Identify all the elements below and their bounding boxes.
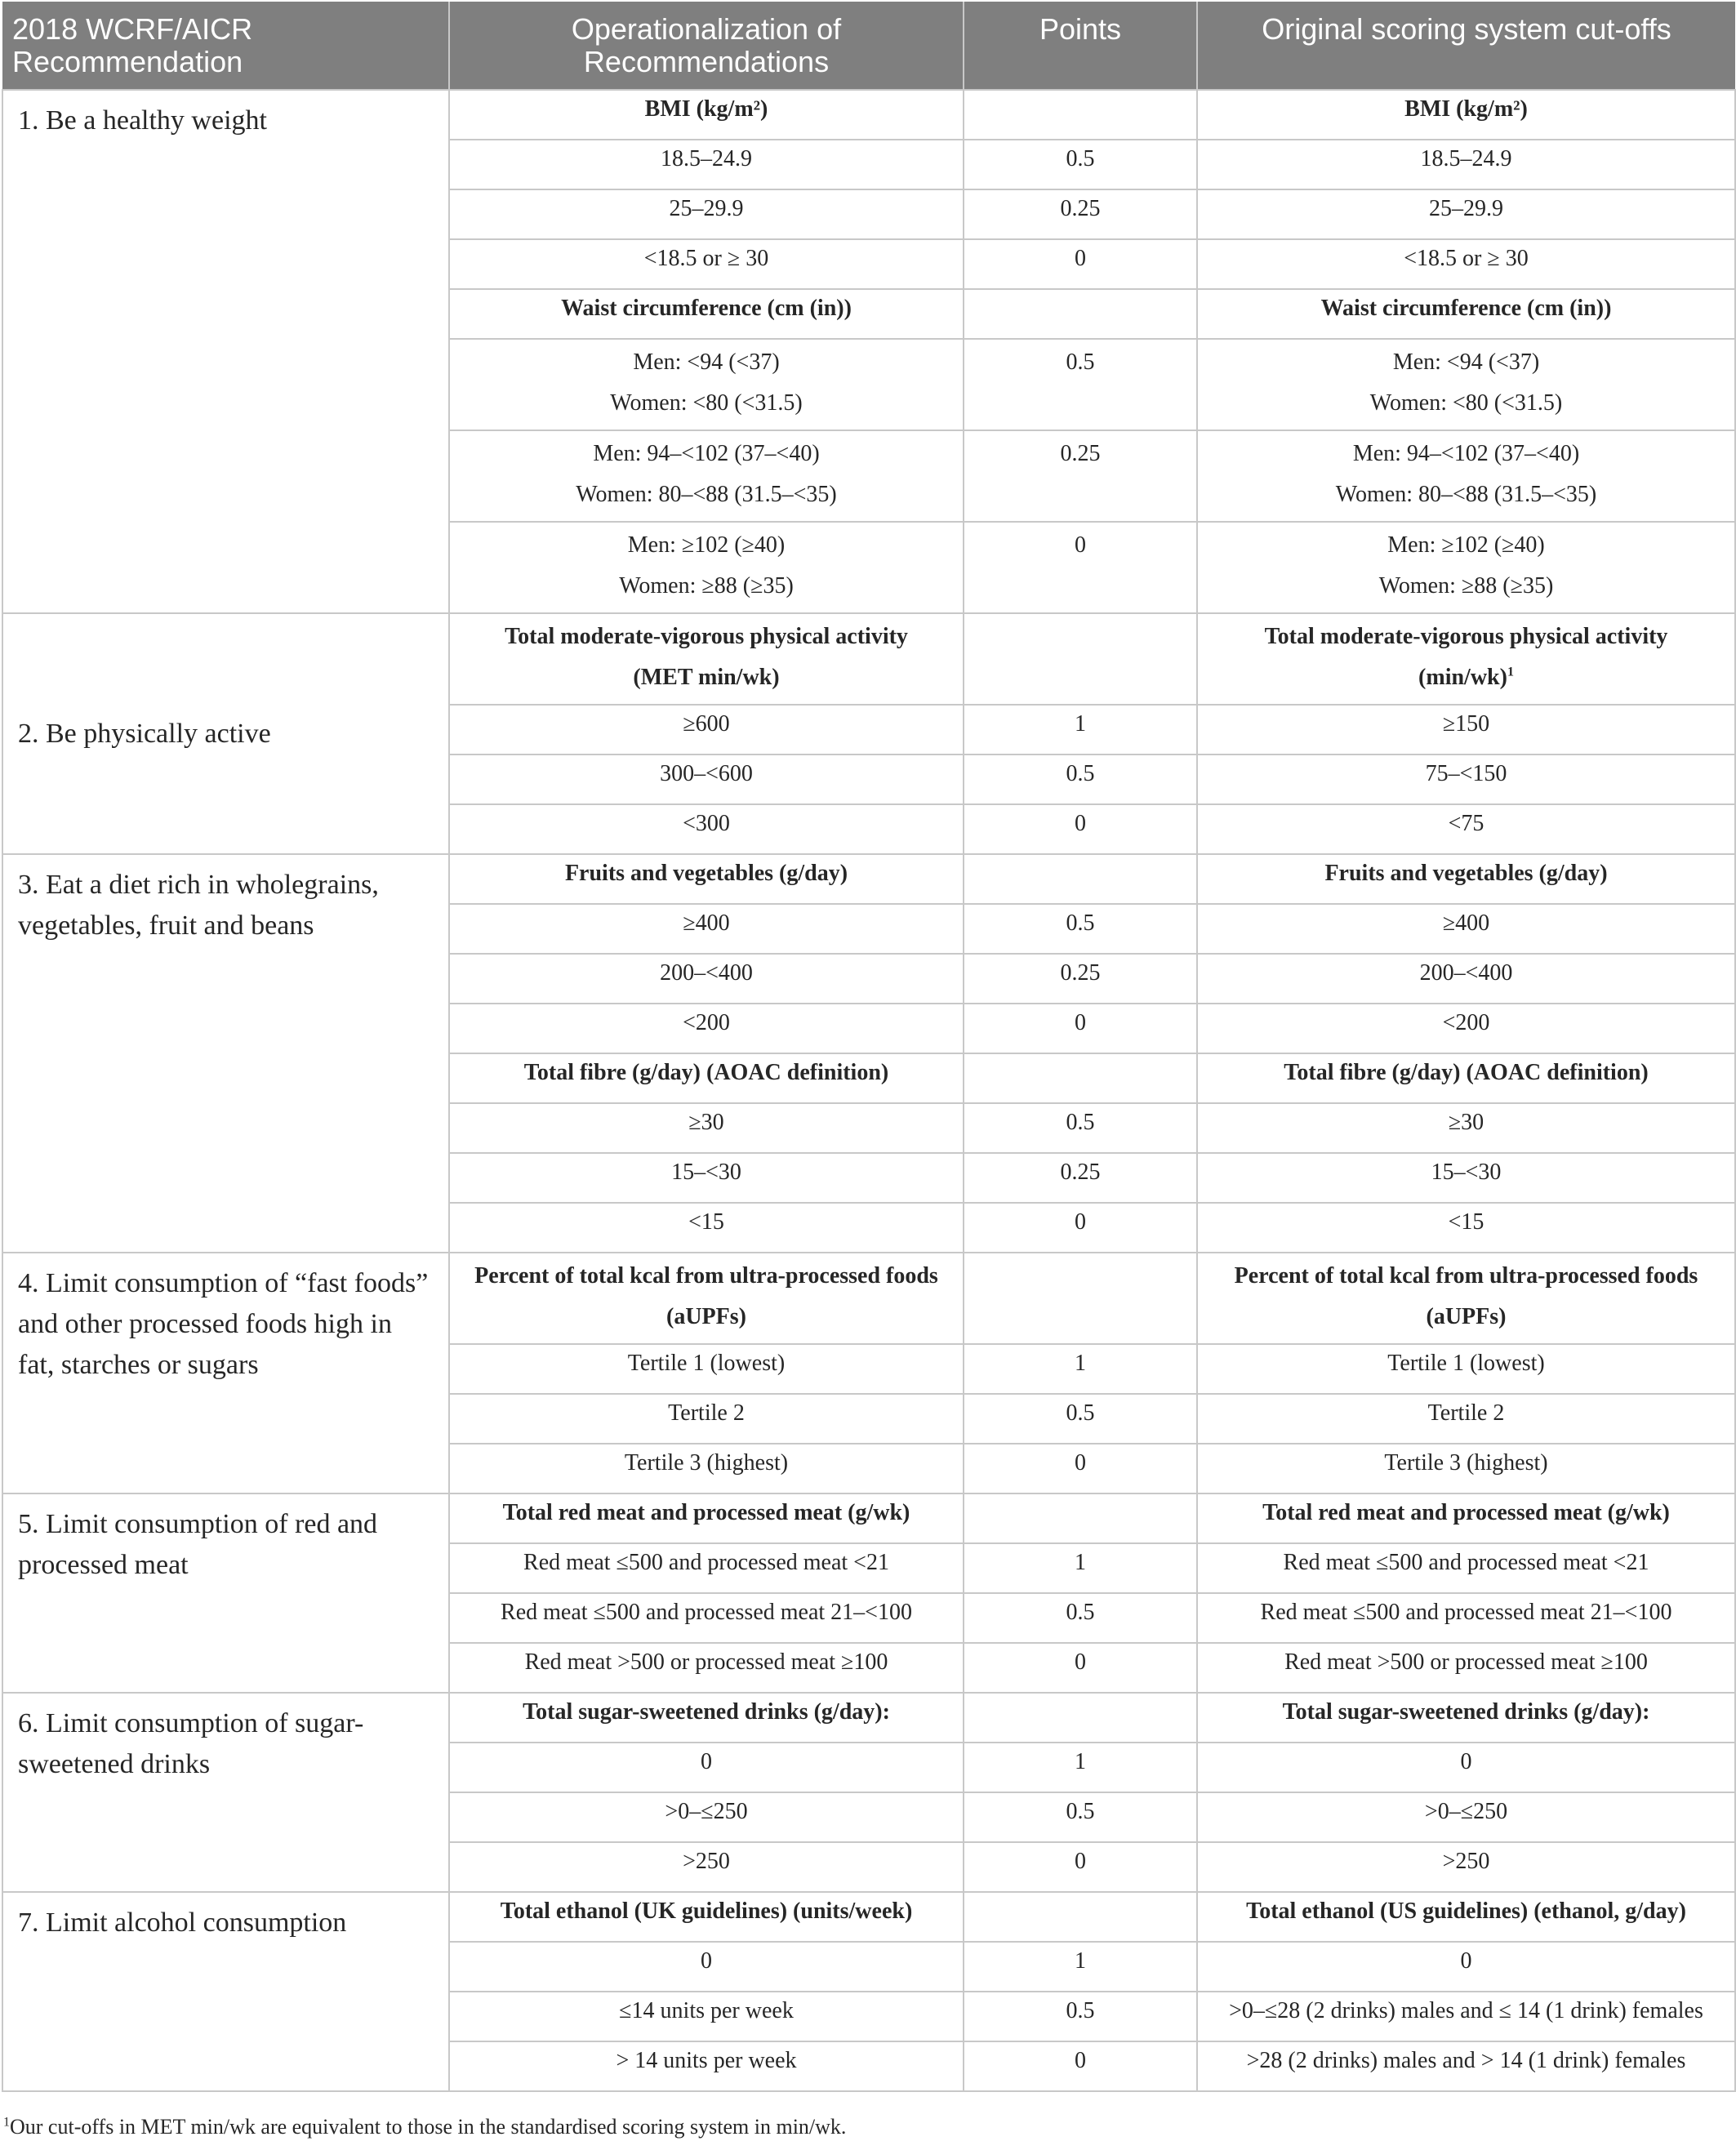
operationalization-line: Women: 80–<88 (31.5–<35)	[576, 482, 837, 507]
original-cutoff-cell	[1197, 1942, 1735, 1992]
recommendation-cell: 2. Be physically active	[2, 613, 449, 854]
operationalization-line: Red meat ≤500 and processed meat 21–<100	[501, 1600, 912, 1625]
operationalization-cell	[449, 1942, 964, 1992]
operationalization-line: 200–<400	[660, 960, 753, 986]
operationalization-cell	[449, 954, 964, 1004]
operationalization-line: Men: 94–<102 (37–<40)	[593, 441, 820, 466]
original-cutoff-line: Tertile 1 (lowest)	[1387, 1351, 1545, 1376]
operationalization-line: 18.5–24.9	[661, 146, 752, 171]
original-measure-line: Total ethanol (US guidelines) (ethanol, g/day)	[1246, 1898, 1686, 1924]
measure-row	[2, 854, 1735, 904]
points-cell: 0.5	[964, 1792, 1197, 1842]
original-measure-label	[1197, 1892, 1735, 1942]
original-cutoff-cell	[1197, 1992, 1735, 2041]
column-header-points: Points	[964, 2, 1197, 90]
measure-label-line: Waist circumference (cm (in))	[561, 296, 852, 321]
recommendation-cell: 6. Limit consumption of sugar-sweetened drinks	[2, 1693, 449, 1892]
points-cell-empty	[964, 1053, 1197, 1103]
original-measure-line: Total red meat and processed meat (g/wk)	[1262, 1500, 1670, 1525]
points-cell: 1	[964, 705, 1197, 755]
operationalization-cell	[449, 140, 964, 189]
operationalization-line: <18.5 or ≥ 30	[643, 246, 769, 271]
points-cell-empty	[964, 1693, 1197, 1743]
operationalization-line: ≥600	[683, 711, 730, 737]
measure-row	[2, 1693, 1735, 1743]
original-cutoff-cell	[1197, 705, 1735, 755]
operationalization-line: 15–<30	[671, 1160, 741, 1185]
operationalization-line: <300	[683, 811, 730, 836]
original-measure-label	[1197, 1253, 1735, 1344]
footnote-ref: 1	[1507, 665, 1514, 679]
original-cutoff-line: 18.5–24.9	[1420, 146, 1512, 171]
operationalization-line: 0	[701, 1749, 712, 1774]
original-measure-label	[1197, 289, 1735, 339]
measure-label-line: Percent of total kcal from ultra-processed foods	[474, 1263, 938, 1289]
original-cutoff-cell	[1197, 1643, 1735, 1693]
points-cell: 0	[964, 522, 1197, 613]
original-measure-label	[1197, 1693, 1735, 1743]
original-cutoff-line: ≥30	[1448, 1110, 1485, 1135]
original-cutoff-cell	[1197, 1444, 1735, 1493]
measure-label-line: Total fibre (g/day) (AOAC definition)	[523, 1060, 889, 1085]
measure-label	[449, 1253, 964, 1344]
operationalization-line: Tertile 1 (lowest)	[627, 1351, 786, 1376]
header-row	[2, 2, 1735, 90]
original-cutoff-line: Women: ≥88 (≥35)	[1378, 573, 1554, 599]
original-cutoff-line: Women: <80 (<31.5)	[1369, 390, 1563, 416]
original-measure-line: Percent of total kcal from ultra-processed foods	[1234, 1263, 1698, 1289]
measure-label-line: Total sugar-sweetened drinks (g/day):	[523, 1699, 890, 1725]
original-measure-label	[1197, 613, 1735, 705]
recommendation-cell: 7. Limit alcohol consumption	[2, 1892, 449, 2091]
operationalization-line: Men: ≥102 (≥40)	[627, 532, 786, 558]
original-cutoff-line: 25–29.9	[1429, 196, 1503, 221]
original-cutoff-cell	[1197, 2041, 1735, 2091]
original-cutoff-line: Red meat ≤500 and processed meat <21	[1283, 1550, 1649, 1575]
points-cell-empty	[964, 289, 1197, 339]
points-cell: 0	[964, 1842, 1197, 1892]
measure-label-line: Total moderate-vigorous physical activity	[505, 624, 908, 649]
operationalization-line: Red meat ≤500 and processed meat <21	[523, 1550, 889, 1575]
measure-row	[2, 613, 1735, 705]
scoring-table	[2, 2, 1736, 2092]
operationalization-line: Men: <94 (<37)	[633, 349, 780, 375]
original-measure-line: Total fibre (g/day) (AOAC definition)	[1284, 1060, 1649, 1085]
points-cell-empty	[964, 90, 1197, 140]
original-cutoff-line: 200–<400	[1419, 960, 1513, 986]
original-cutoff-line: ≥400	[1442, 910, 1490, 936]
original-cutoff-cell	[1197, 804, 1735, 854]
original-cutoff-line: <15	[1448, 1209, 1485, 1235]
operationalization-cell	[449, 1593, 964, 1643]
operationalization-cell	[449, 1643, 964, 1693]
points-cell-empty	[964, 1253, 1197, 1344]
original-measure-line: Fruits and vegetables (g/day)	[1324, 861, 1608, 886]
original-cutoff-cell	[1197, 339, 1735, 430]
operationalization-cell	[449, 339, 964, 430]
points-cell: 1	[964, 1543, 1197, 1593]
original-cutoff-cell	[1197, 954, 1735, 1004]
operationalization-line: Women: <80 (<31.5)	[610, 390, 803, 416]
footnote-text: Our cut-offs in MET min/wk are equivalent to those in the standardised scoring system in min/wk.	[10, 2115, 847, 2139]
measure-label	[449, 1693, 964, 1743]
original-cutoff-line: Men: ≥102 (≥40)	[1387, 532, 1545, 558]
original-cutoff-cell	[1197, 1792, 1735, 1842]
original-cutoff-cell	[1197, 140, 1735, 189]
points-cell-empty	[964, 1493, 1197, 1543]
measure-label	[449, 1493, 964, 1543]
operationalization-cell	[449, 904, 964, 954]
operationalization-cell	[449, 189, 964, 239]
original-cutoff-cell	[1197, 1743, 1735, 1792]
operationalization-line: >0–≤250	[665, 1799, 748, 1824]
operationalization-cell	[449, 1743, 964, 1792]
operationalization-cell	[449, 1344, 964, 1394]
points-cell: 0	[964, 1203, 1197, 1253]
original-cutoff-line: Tertile 3 (highest)	[1384, 1450, 1548, 1476]
points-cell-empty	[964, 854, 1197, 904]
operationalization-cell	[449, 430, 964, 522]
original-measure-label	[1197, 90, 1735, 140]
points-cell: 0.5	[964, 1593, 1197, 1643]
measure-label-line: Fruits and vegetables (g/day)	[564, 861, 848, 886]
operationalization-cell	[449, 239, 964, 289]
operationalization-line: 25–29.9	[669, 196, 744, 221]
original-cutoff-line: Red meat ≤500 and processed meat 21–<100	[1260, 1600, 1672, 1625]
points-cell: 0.5	[964, 904, 1197, 954]
measure-row	[2, 1253, 1735, 1344]
original-cutoff-line: ≥150	[1442, 711, 1490, 737]
operationalization-cell	[449, 804, 964, 854]
original-cutoff-cell	[1197, 522, 1735, 613]
table-body	[2, 90, 1735, 2091]
points-cell: 0.5	[964, 755, 1197, 804]
operationalization-cell	[449, 1103, 964, 1153]
original-cutoff-cell	[1197, 1593, 1735, 1643]
original-measure-line: Total sugar-sweetened drinks (g/day):	[1282, 1699, 1650, 1725]
measure-row	[2, 1493, 1735, 1543]
original-cutoff-line: 15–<30	[1431, 1160, 1502, 1185]
operationalization-cell	[449, 1842, 964, 1892]
original-cutoff-cell	[1197, 1203, 1735, 1253]
original-cutoff-line: Men: <94 (<37)	[1392, 349, 1540, 375]
original-cutoff-cell	[1197, 430, 1735, 522]
original-measure-line: Total moderate-vigorous physical activity	[1264, 624, 1668, 649]
points-cell: 0.25	[964, 430, 1197, 522]
measure-label-line: BMI (kg/m²)	[644, 96, 768, 122]
original-cutoff-line: 0	[1460, 1749, 1472, 1774]
measure-label-line: Total ethanol (UK guidelines) (units/week)	[500, 1898, 913, 1924]
points-cell: 0.5	[964, 1103, 1197, 1153]
original-measure-line: BMI (kg/m²)	[1404, 96, 1528, 122]
original-cutoff-line: 0	[1460, 1948, 1472, 1974]
original-cutoff-cell	[1197, 239, 1735, 289]
operationalization-line: <200	[683, 1010, 730, 1035]
recommendation-cell: 4. Limit consumption of “fast foods” and other processed foods high in fat, starches or sugars	[2, 1253, 449, 1493]
original-cutoff-cell	[1197, 1543, 1735, 1593]
recommendation-cell: 1. Be a healthy weight	[2, 90, 449, 613]
points-cell: 0.25	[964, 954, 1197, 1004]
column-header-original-cutoffs: Original scoring system cut-offs	[1197, 2, 1735, 90]
operationalization-line: ≥400	[683, 910, 730, 936]
operationalization-line: ≥30	[688, 1110, 724, 1135]
footnote	[3, 2115, 846, 2139]
operationalization-cell	[449, 1203, 964, 1253]
original-measure-line: (aUPFs)	[1426, 1304, 1507, 1329]
original-measure-label	[1197, 1493, 1735, 1543]
measure-label	[449, 1053, 964, 1103]
points-cell: 0.5	[964, 339, 1197, 430]
operationalization-cell	[449, 1444, 964, 1493]
original-cutoff-cell	[1197, 1004, 1735, 1053]
points-cell: 1	[964, 1344, 1197, 1394]
original-measure-line: $(\min/wk)^1$	[1418, 665, 1514, 690]
operationalization-line: 300–<600	[660, 761, 753, 786]
original-cutoff-cell	[1197, 1344, 1735, 1394]
original-cutoff-cell	[1197, 1103, 1735, 1153]
original-cutoff-line: >28 (2 drinks) males and > 14 (1 drink) females	[1246, 2048, 1686, 2073]
recommendation-cell: 3. Eat a diet rich in wholegrains, vegetables, fruit and beans	[2, 854, 449, 1253]
original-cutoff-line: Women: 80–<88 (31.5–<35)	[1335, 482, 1597, 507]
original-cutoff-line: <18.5 or ≥ 30	[1404, 246, 1529, 271]
recommendation-cell: 5. Limit consumption of red and processed meat	[2, 1493, 449, 1693]
original-cutoff-cell	[1197, 1842, 1735, 1892]
original-cutoff-line: Red meat >500 or processed meat ≥100	[1284, 1649, 1648, 1675]
points-cell: 1	[964, 1743, 1197, 1792]
measure-label	[449, 1892, 964, 1942]
measure-label-line: (MET min/wk)	[633, 665, 780, 690]
operationalization-cell	[449, 1992, 964, 2041]
operationalization-cell	[449, 1394, 964, 1444]
operationalization-cell	[449, 1153, 964, 1203]
original-cutoff-line: >0–≤28 (2 drinks) males and ≤ 14 (1 drink) females	[1229, 1998, 1703, 2023]
operationalization-cell	[449, 1004, 964, 1053]
original-measure-label	[1197, 854, 1735, 904]
points-cell: 0.5	[964, 1992, 1197, 2041]
measure-label	[449, 613, 964, 705]
original-cutoff-cell	[1197, 904, 1735, 954]
original-cutoff-cell	[1197, 1394, 1735, 1444]
operationalization-cell	[449, 755, 964, 804]
column-header-recommendation: 2018 WCRF/AICR Recommendation	[2, 2, 449, 90]
operationalization-line: ≤14 units per week	[619, 1998, 794, 2023]
original-measure-label	[1197, 1053, 1735, 1103]
measure-row	[2, 90, 1735, 140]
operationalization-line: Women: ≥88 (≥35)	[619, 573, 794, 599]
original-cutoff-cell	[1197, 755, 1735, 804]
footnote-marker: 1	[3, 2115, 10, 2130]
original-cutoff-line: Men: 94–<102 (37–<40)	[1352, 441, 1580, 466]
points-cell-empty	[964, 1892, 1197, 1942]
original-measure-line: Waist circumference (cm (in))	[1320, 296, 1612, 321]
original-cutoff-line: 75–<150	[1425, 761, 1507, 786]
points-cell: 0	[964, 239, 1197, 289]
original-cutoff-line: <200	[1442, 1010, 1490, 1035]
original-cutoff-cell	[1197, 1153, 1735, 1203]
points-cell-empty	[964, 613, 1197, 705]
measure-label	[449, 854, 964, 904]
points-cell: 0	[964, 2041, 1197, 2091]
measure-label	[449, 289, 964, 339]
operationalization-cell	[449, 1792, 964, 1842]
points-cell: 0	[964, 1004, 1197, 1053]
points-cell: 0	[964, 804, 1197, 854]
operationalization-cell	[449, 522, 964, 613]
measure-label-line: (aUPFs)	[666, 1304, 746, 1329]
points-cell: 0.5	[964, 1394, 1197, 1444]
operationalization-line: 0	[701, 1948, 712, 1974]
points-cell: 0	[964, 1444, 1197, 1493]
column-header-operationalization: Operationalization of Recommendations	[449, 2, 964, 90]
points-cell: 0	[964, 1643, 1197, 1693]
points-cell: 0.5	[964, 140, 1197, 189]
operationalization-line: Tertile 2	[668, 1400, 745, 1426]
operationalization-line: Red meat >500 or processed meat ≥100	[524, 1649, 888, 1675]
original-cutoff-line: Tertile 2	[1427, 1400, 1505, 1426]
operationalization-cell	[449, 1543, 964, 1593]
points-cell: 1	[964, 1942, 1197, 1992]
original-cutoff-line: <75	[1448, 811, 1485, 836]
operationalization-line: Tertile 3 (highest)	[624, 1450, 789, 1476]
operationalization-cell	[449, 705, 964, 755]
points-cell: 0.25	[964, 189, 1197, 239]
original-cutoff-cell	[1197, 189, 1735, 239]
operationalization-line: >250	[683, 1849, 730, 1874]
original-cutoff-line: >0–≤250	[1424, 1799, 1508, 1824]
operationalization-line: > 14 units per week	[616, 2048, 797, 2073]
measure-label	[449, 90, 964, 140]
points-cell: 0.25	[964, 1153, 1197, 1203]
operationalization-line: <15	[688, 1209, 724, 1235]
measure-row	[2, 1892, 1735, 1942]
operationalization-cell	[449, 2041, 964, 2091]
table-header	[2, 2, 1735, 90]
measure-label-line: Total red meat and processed meat (g/wk)	[502, 1500, 910, 1525]
original-cutoff-line: >250	[1442, 1849, 1490, 1874]
